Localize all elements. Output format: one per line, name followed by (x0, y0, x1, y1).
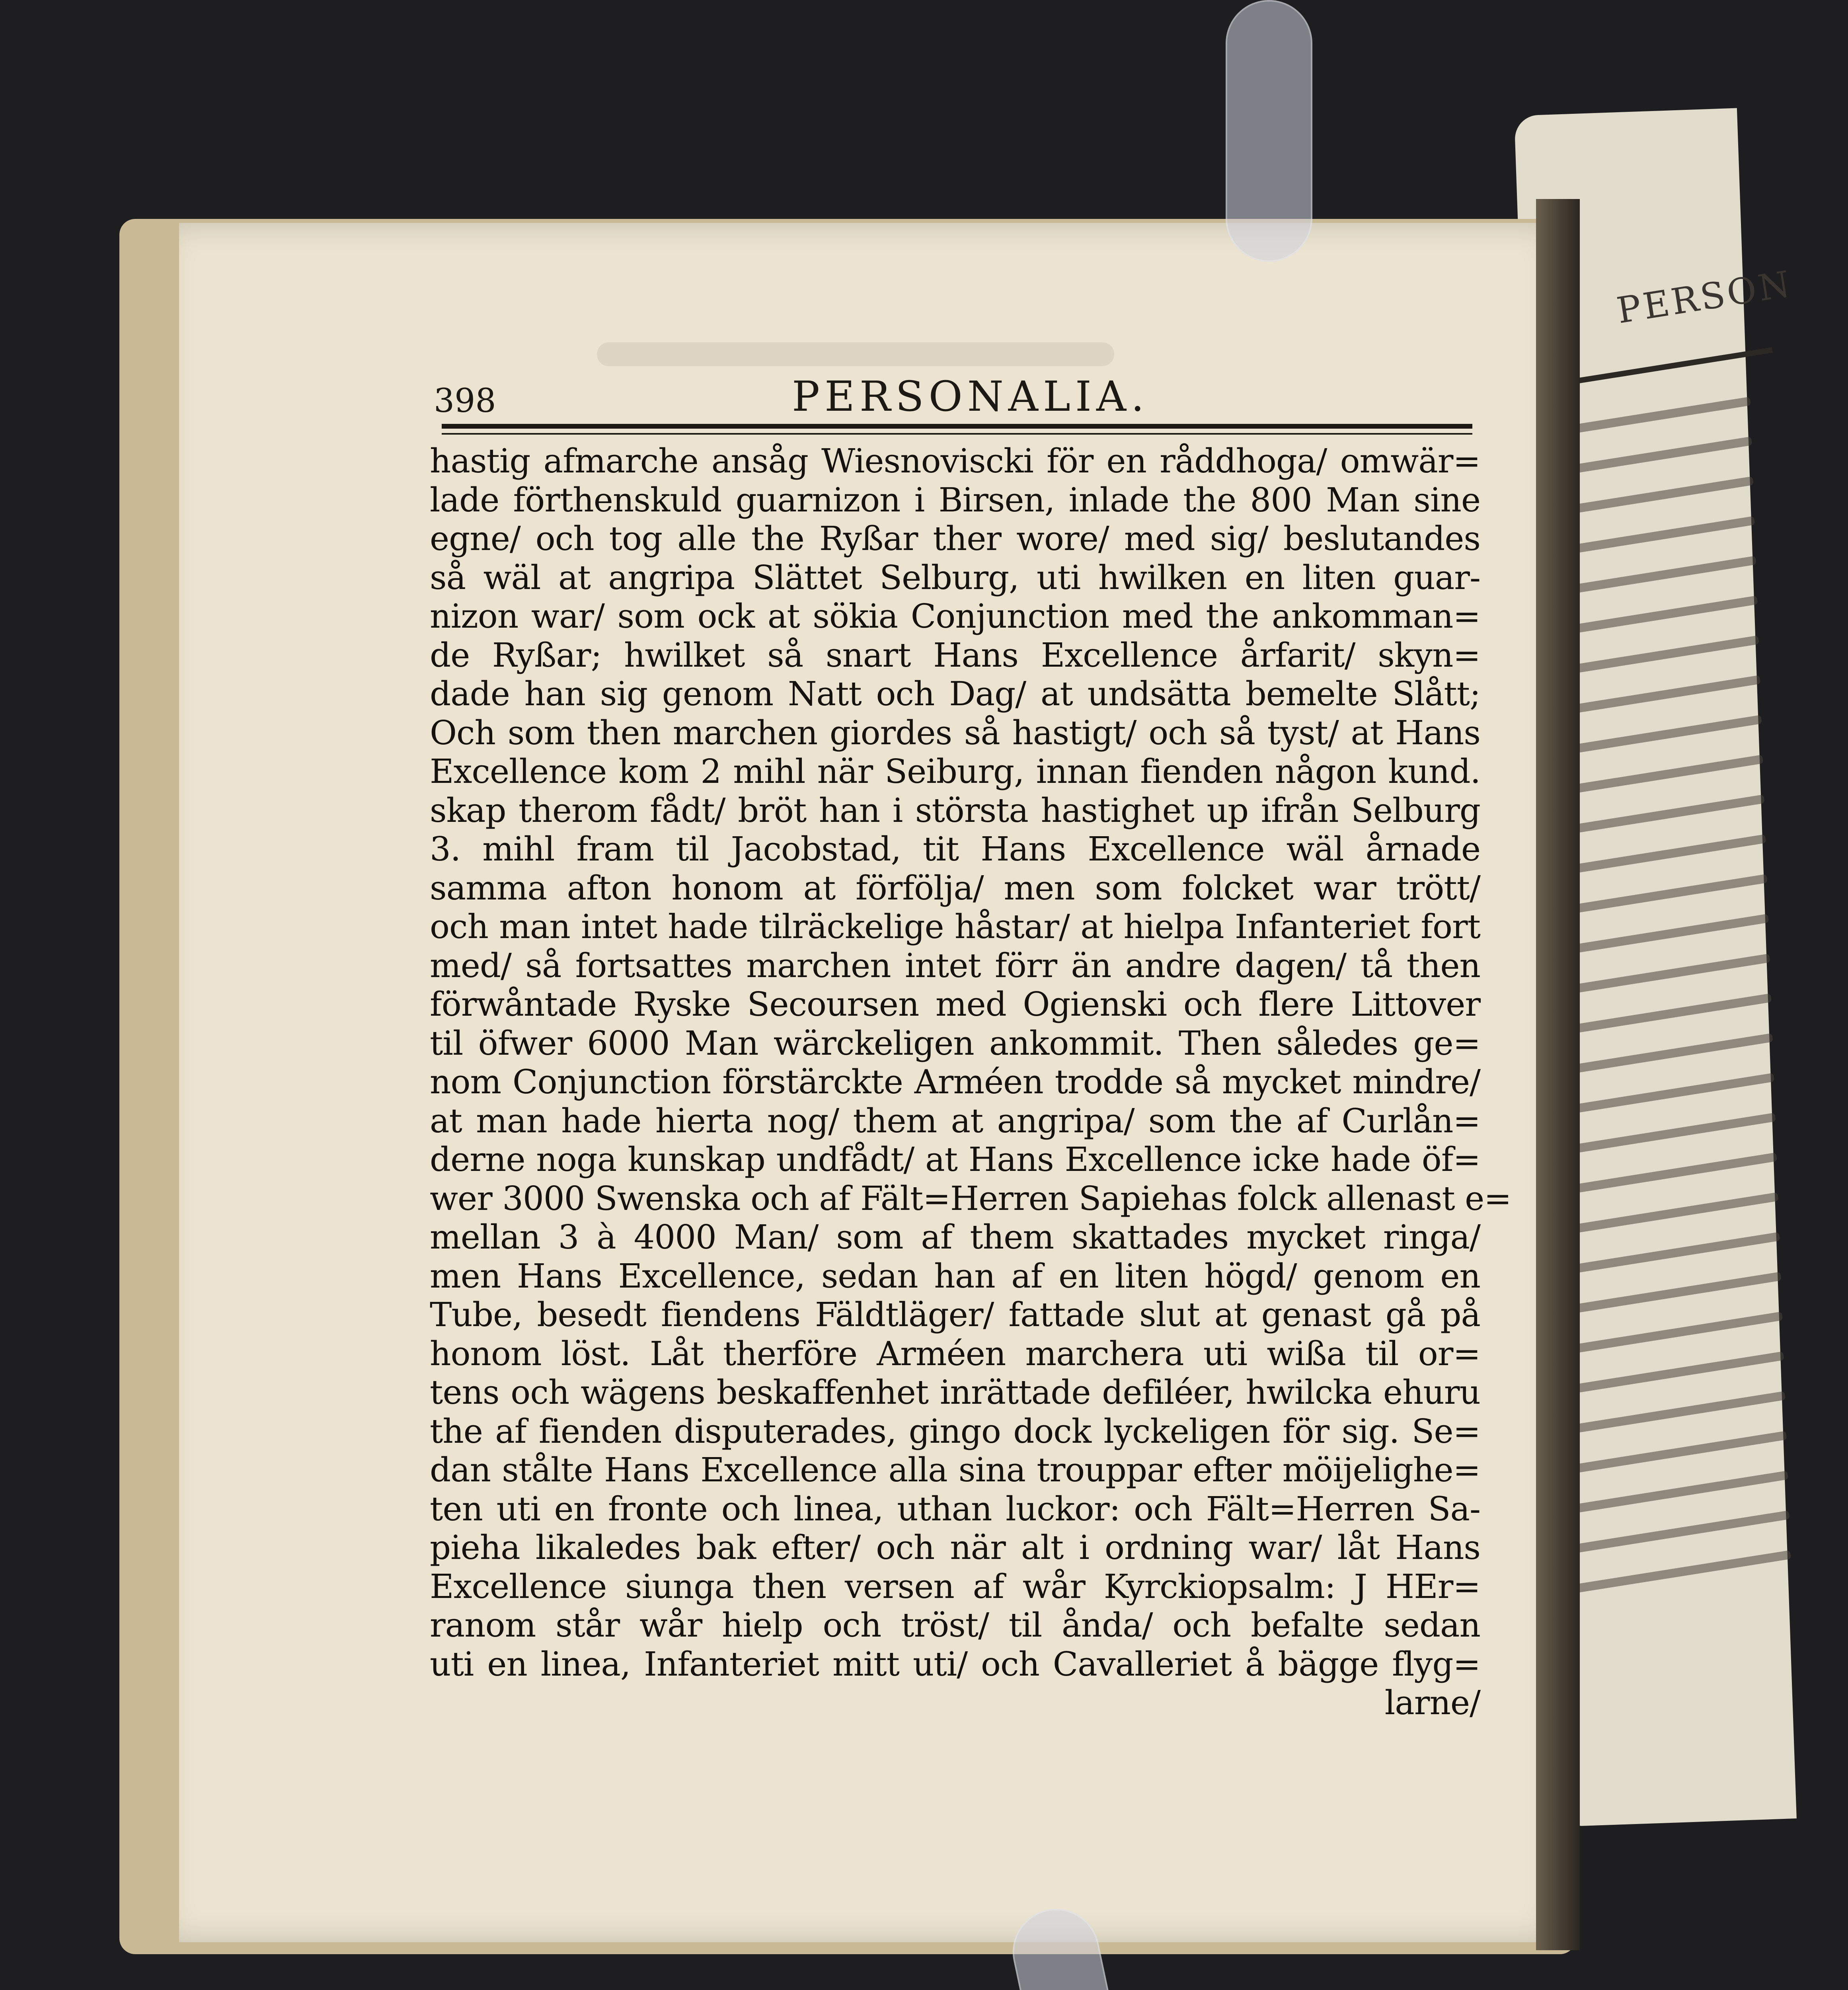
text-line: pieha likaledes bak efter/ och när alt i ordning war/ låt Hans (430, 1528, 1480, 1567)
neighbor-text-line (1556, 1153, 1778, 1196)
text-line: honom löst. Låt therföre Arméen marchera uti wißa til or= (430, 1334, 1480, 1373)
text-line: de Ryßar; hwilket så snart Hans Excellence årfarit/ skyn= (430, 636, 1480, 675)
text-line: lade förthenskuld guarnizon i Birsen, inlade the 800 Man sine (430, 480, 1480, 519)
text-line: til öfwer 6000 Man wärckeligen ankommit. Then således ge= (430, 1024, 1480, 1063)
text-line: mellan 3 à 4000 Man/ som af them skattades mycket ringa/ (430, 1218, 1480, 1256)
text-line: the af fienden disputerades, gingo dock lyckeligen för sig. Se= (430, 1412, 1480, 1451)
text-line: dade han sig genom Natt och Dag/ at undsätta bemelte Slått; (430, 675, 1480, 713)
text-line: och man intet hade tilräckelige håstar/ at hielpa Infanteriet fort (430, 907, 1480, 946)
neighbor-text-line (1564, 1391, 1786, 1434)
neighbor-text-line (1559, 1232, 1780, 1276)
header-rule-thin (442, 433, 1472, 435)
neighbor-text-line (1552, 1033, 1773, 1077)
text-line: nom Conjunction förstärckte Arméen trodde så mycket mindre/ (430, 1063, 1480, 1101)
text-line: 3. mihl fram til Jacobstad, tit Hans Excellence wäl årnade (430, 830, 1480, 868)
page-number: 398 (434, 382, 496, 420)
text-line: wer 3000 Swenska och af Fält=Herren Sapiehas folck allenast e= (430, 1179, 1511, 1218)
page-clip-top (1226, 0, 1312, 262)
neighbor-text-line (1561, 1311, 1783, 1355)
text-line: at man hade hierta nog/ them at angripa/ som the af Curlån= (430, 1101, 1480, 1140)
body-text (430, 442, 1511, 1723)
neighbor-text-line (1565, 1431, 1787, 1474)
text-line: Excellence kom 2 mihl när Seiburg, innan fienden någon kund. (430, 752, 1480, 791)
text-line: skap therom fådt/ bröt han i största hastighet up ifrån Selburg (430, 791, 1480, 830)
neighbor-text-line (1567, 1471, 1789, 1514)
text-line: Och som then marchen giordes så hastigt/ och så tyst/ at Hans (430, 713, 1480, 752)
text-line: ten uti en fronte och linea, uthan luckor: och Fält=Herren Sa- (430, 1489, 1480, 1528)
neighbor-text-line (1557, 1192, 1779, 1236)
neighbor-text-line (1548, 914, 1769, 957)
text-line: med/ så fortsattes marchen intet förr än andre dagen/ tå then (430, 946, 1480, 985)
neighbor-text-line (1553, 1073, 1775, 1116)
text-line: nizon war/ som ock at sökia Conjunction med the ankomman= (430, 597, 1480, 636)
show-through (597, 342, 1114, 366)
neighbor-text-line (1563, 1351, 1784, 1395)
text-line: men Hans Excellence, sedan han af en liten högd/ genom en (430, 1256, 1480, 1295)
text-line: tens och wägens beskaffenhet inrättade defiléer, hwilcka ehuru (430, 1373, 1480, 1412)
text-line: larne/ (1384, 1684, 1480, 1722)
neighbor-text-line (1568, 1510, 1790, 1554)
text-line: egne/ och tog alle the Ryßar ther wore/ med sig/ beslutandes (430, 519, 1480, 558)
neighbor-text-line (1549, 954, 1770, 997)
book-gutter (1536, 199, 1580, 1950)
text-line: förwåntade Ryske Secoursen med Ogienski och flere Littover (430, 985, 1480, 1024)
text-line: Tube, besedt fiendens Fäldtläger/ fattade slut at genast gå på (430, 1295, 1480, 1334)
text-line: uti en linea, Infanteriet mitt uti/ och Cavalleriet å bägge flyg= (430, 1645, 1480, 1684)
neighbor-text-line (1570, 1550, 1791, 1594)
running-head: PERSONALIA. (792, 372, 1149, 421)
text-line: så wäl at angripa Slättet Selburg, uti hwilken en liten guar- (430, 558, 1480, 597)
neighbor-text-line (1550, 993, 1772, 1037)
text-line: dan stålte Hans Excellence alla sina trouppar efter möijelighe= (430, 1451, 1480, 1489)
neighbor-text-line (1554, 1113, 1776, 1156)
text-line: samma afton honom at förfölja/ men som folcket war trött/ (430, 868, 1480, 907)
neighbor-running-head: PERSON (1614, 263, 1795, 332)
text-line: Excellence siunga then versen af wår Kyrckiopsalm: J HEr= (430, 1567, 1480, 1606)
header-rule (442, 424, 1472, 429)
text-line: ranom står wår hielp och tröst/ til ånda/ och befalte sedan (430, 1606, 1480, 1645)
text-line: derne noga kunskap undfådt/ at Hans Excellence icke hade öf= (430, 1140, 1480, 1179)
text-line: hastig afmarche ansåg Wiesnoviscki för en råddhoga/ omwär= (430, 442, 1480, 480)
neighbor-text-line (1560, 1272, 1782, 1315)
